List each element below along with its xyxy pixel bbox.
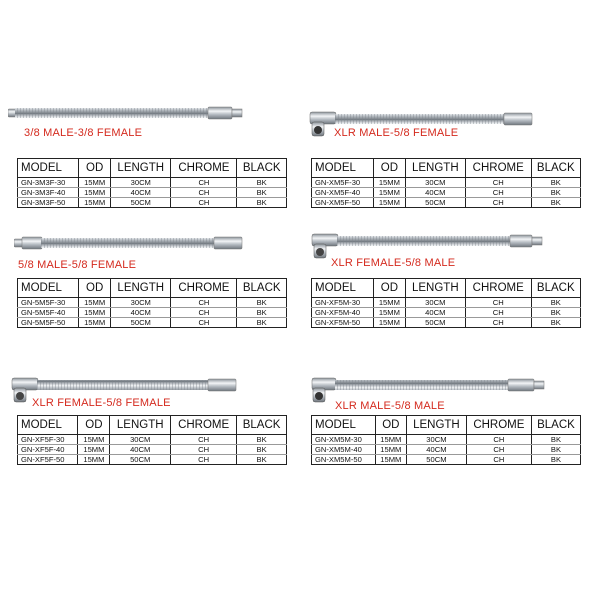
table-row — [18, 318, 287, 328]
table-row — [312, 198, 581, 208]
column-header-black: BLACK — [237, 159, 287, 178]
cell-length: 40CM — [111, 188, 171, 198]
cell-chrome: CH — [466, 435, 531, 445]
cell-model: GN-XF5M-40 — [312, 308, 374, 318]
table-row — [18, 198, 287, 208]
cell-model: GN-3M3F-30 — [18, 178, 79, 188]
cell-model: GN-5M5F-50 — [18, 318, 79, 328]
table-row — [18, 435, 287, 445]
spec-table — [311, 278, 581, 328]
cell-od: 15MM — [79, 188, 111, 198]
cell-chrome: CH — [465, 298, 531, 308]
cell-length: 30CM — [405, 298, 465, 308]
table-row — [312, 188, 581, 198]
column-header-black: BLACK — [531, 159, 580, 178]
cell-model: GN-XF5F-50 — [18, 455, 78, 465]
cell-black: BK — [237, 318, 287, 328]
cell-length: 40CM — [407, 445, 467, 455]
cell-length: 50CM — [405, 198, 465, 208]
table-row — [312, 308, 581, 318]
cell-black: BK — [531, 455, 580, 465]
column-header-chrome: CHROME — [171, 159, 237, 178]
cell-black: BK — [531, 435, 580, 445]
cell-black: BK — [237, 455, 287, 465]
column-header-od: OD — [374, 159, 406, 178]
cell-length: 40CM — [405, 308, 465, 318]
column-header-chrome: CHROME — [466, 416, 531, 435]
product-caption: XLR FEMALE-5/8 FEMALE — [32, 397, 171, 409]
column-header-od: OD — [374, 279, 406, 298]
column-header-length: LENGTH — [110, 416, 171, 435]
cell-od: 15MM — [374, 188, 406, 198]
product-caption: 5/8 MALE-5/8 FEMALE — [18, 259, 137, 271]
table-header-row — [312, 416, 581, 435]
table-row — [312, 435, 581, 445]
cell-od: 15MM — [78, 435, 110, 445]
cell-black: BK — [531, 178, 580, 188]
cell-chrome: CH — [171, 188, 237, 198]
cell-black: BK — [237, 298, 287, 308]
cell-model: GN-3M3F-50 — [18, 198, 79, 208]
column-header-length: LENGTH — [111, 159, 171, 178]
column-header-length: LENGTH — [407, 416, 467, 435]
table-row — [18, 178, 287, 188]
cell-model: GN-XF5F-30 — [18, 435, 78, 445]
cell-od: 15MM — [374, 318, 406, 328]
cell-od: 15MM — [78, 455, 110, 465]
table-row — [18, 308, 287, 318]
cell-length: 40CM — [110, 445, 171, 455]
cell-black: BK — [237, 445, 287, 455]
cell-length: 30CM — [111, 298, 171, 308]
cell-black: BK — [531, 198, 580, 208]
cell-black: BK — [237, 435, 287, 445]
column-header-model: MODEL — [312, 279, 374, 298]
cell-model: GN-XM5M-50 — [312, 455, 376, 465]
cell-length: 50CM — [405, 318, 465, 328]
table-row — [18, 445, 287, 455]
table-row — [18, 298, 287, 308]
cell-black: BK — [237, 308, 287, 318]
cell-length: 40CM — [111, 308, 171, 318]
cell-chrome: CH — [171, 435, 237, 445]
column-header-chrome: CHROME — [465, 279, 531, 298]
spec-table — [311, 158, 581, 208]
column-header-model: MODEL — [18, 416, 78, 435]
cell-length: 40CM — [405, 188, 465, 198]
cell-od: 15MM — [374, 298, 406, 308]
cell-model: GN-XF5M-30 — [312, 298, 374, 308]
column-header-black: BLACK — [531, 279, 580, 298]
cell-model: GN-5M5F-40 — [18, 308, 79, 318]
cell-od: 15MM — [79, 308, 111, 318]
cell-model: GN-XM5F-50 — [312, 198, 374, 208]
cell-length: 50CM — [110, 455, 171, 465]
column-header-od: OD — [79, 279, 111, 298]
cell-chrome: CH — [465, 178, 531, 188]
product-caption: 3/8 MALE-3/8 FEMALE — [24, 127, 143, 139]
cell-od: 15MM — [79, 178, 111, 188]
table-header-row — [18, 279, 287, 298]
cell-black: BK — [237, 178, 287, 188]
product-caption: XLR FEMALE-5/8 MALE — [331, 257, 456, 269]
column-header-od: OD — [375, 416, 406, 435]
cell-chrome: CH — [465, 188, 531, 198]
cell-model: GN-5M5F-30 — [18, 298, 79, 308]
cell-model: GN-XM5F-40 — [312, 188, 374, 198]
cell-chrome: CH — [171, 308, 237, 318]
column-header-od: OD — [79, 159, 111, 178]
cell-black: BK — [531, 298, 580, 308]
cell-chrome: CH — [465, 318, 531, 328]
cell-od: 15MM — [375, 445, 406, 455]
table-row — [312, 455, 581, 465]
column-header-length: LENGTH — [405, 159, 465, 178]
cell-od: 15MM — [375, 455, 406, 465]
column-header-length: LENGTH — [405, 279, 465, 298]
cell-chrome: CH — [466, 445, 531, 455]
cell-length: 30CM — [111, 178, 171, 188]
table-row — [312, 178, 581, 188]
column-header-chrome: CHROME — [171, 416, 237, 435]
cell-length: 50CM — [111, 318, 171, 328]
cell-length: 30CM — [405, 178, 465, 188]
product-caption: XLR MALE-5/8 FEMALE — [334, 127, 459, 139]
column-header-model: MODEL — [312, 416, 376, 435]
cell-chrome: CH — [466, 455, 531, 465]
spec-table — [311, 415, 581, 465]
cell-od: 15MM — [79, 198, 111, 208]
gooseneck-image — [14, 234, 250, 254]
cell-black: BK — [531, 308, 580, 318]
cell-model: GN-XF5M-50 — [312, 318, 374, 328]
table-row — [312, 318, 581, 328]
cell-chrome: CH — [171, 198, 237, 208]
spec-table — [17, 158, 287, 208]
cell-chrome: CH — [465, 308, 531, 318]
gooseneck-image — [8, 104, 248, 124]
cell-od: 15MM — [375, 435, 406, 445]
spec-table — [17, 415, 287, 465]
cell-model: GN-3M3F-40 — [18, 188, 79, 198]
table-header-row — [18, 159, 287, 178]
column-header-chrome: CHROME — [171, 279, 237, 298]
cell-black: BK — [237, 188, 287, 198]
product-caption: XLR MALE-5/8 MALE — [335, 400, 445, 412]
column-header-model: MODEL — [18, 279, 79, 298]
column-header-model: MODEL — [18, 159, 79, 178]
column-header-length: LENGTH — [111, 279, 171, 298]
table-row — [312, 445, 581, 455]
cell-chrome: CH — [171, 445, 237, 455]
cell-chrome: CH — [171, 455, 237, 465]
table-header-row — [312, 159, 581, 178]
cell-length: 30CM — [407, 435, 467, 445]
cell-black: BK — [531, 188, 580, 198]
cell-chrome: CH — [171, 178, 237, 188]
cell-chrome: CH — [465, 198, 531, 208]
cell-od: 15MM — [78, 445, 110, 455]
table-row — [18, 188, 287, 198]
cell-model: GN-XF5F-40 — [18, 445, 78, 455]
cell-length: 30CM — [110, 435, 171, 445]
cell-od: 15MM — [79, 318, 111, 328]
table-row — [312, 298, 581, 308]
column-header-model: MODEL — [312, 159, 374, 178]
column-header-black: BLACK — [237, 279, 287, 298]
cell-od: 15MM — [79, 298, 111, 308]
column-header-black: BLACK — [237, 416, 287, 435]
cell-model: GN-XM5M-40 — [312, 445, 376, 455]
cell-black: BK — [237, 198, 287, 208]
column-header-black: BLACK — [531, 416, 580, 435]
table-header-row — [312, 279, 581, 298]
cell-model: GN-XM5F-30 — [312, 178, 374, 188]
cell-black: BK — [531, 318, 580, 328]
cell-od: 15MM — [374, 198, 406, 208]
cell-od: 15MM — [374, 178, 406, 188]
table-row — [18, 455, 287, 465]
cell-length: 50CM — [111, 198, 171, 208]
table-header-row — [18, 416, 287, 435]
cell-chrome: CH — [171, 298, 237, 308]
column-header-od: OD — [78, 416, 110, 435]
cell-chrome: CH — [171, 318, 237, 328]
cell-black: BK — [531, 445, 580, 455]
column-header-chrome: CHROME — [465, 159, 531, 178]
spec-table — [17, 278, 287, 328]
cell-model: GN-XM5M-30 — [312, 435, 376, 445]
cell-od: 15MM — [374, 308, 406, 318]
cell-length: 50CM — [407, 455, 467, 465]
